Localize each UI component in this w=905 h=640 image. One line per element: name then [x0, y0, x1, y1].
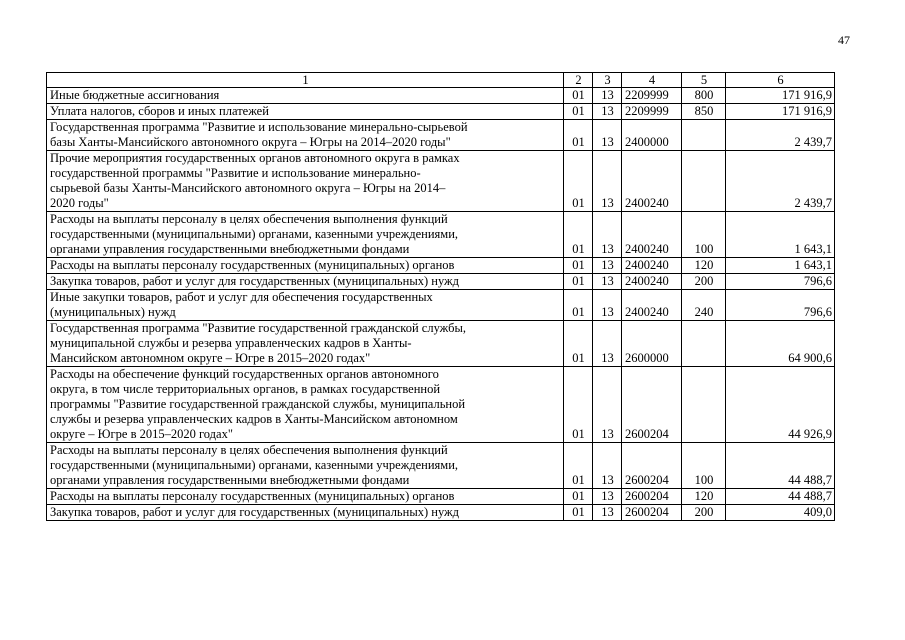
row-target-article-cell: 2400240	[622, 212, 682, 258]
row-subsection-cell: 13	[593, 274, 622, 290]
row-sum-cell: 409,0	[726, 505, 835, 521]
row-section-cell: 01	[564, 212, 593, 258]
row-expense-type-cell: 120	[682, 258, 726, 274]
row-target-article-cell: 2600204	[622, 505, 682, 521]
row-expense-type-cell: 850	[682, 104, 726, 120]
row-subsection-cell: 13	[593, 321, 622, 367]
row-name-cell: Прочие мероприятия государственных органов автономного округа в рамках государственной программы "Развитие и использование минерально- сырьевой базы Ханты-Мансийского автономного округа – Югры на 2014– 2020 годы"	[47, 151, 564, 212]
row-subsection-cell: 13	[593, 367, 622, 443]
row-section-cell: 01	[564, 367, 593, 443]
row-sum-cell: 796,6	[726, 290, 835, 321]
row-expense-type-cell: 200	[682, 505, 726, 521]
row-sum-cell: 2 439,7	[726, 151, 835, 212]
table-row	[47, 290, 835, 321]
table-row	[47, 104, 835, 120]
row-subsection-cell: 13	[593, 505, 622, 521]
row-name-cell: Закупка товаров, работ и услуг для государственных (муниципальных) нужд	[47, 505, 564, 521]
row-section-cell: 01	[564, 321, 593, 367]
table-body	[47, 88, 835, 521]
row-target-article-cell: 2600204	[622, 367, 682, 443]
row-name-cell: Расходы на выплаты персоналу государственных (муниципальных) органов	[47, 489, 564, 505]
row-sum-cell: 1 643,1	[726, 258, 835, 274]
row-target-article-cell: 2400240	[622, 274, 682, 290]
row-sum-cell: 1 643,1	[726, 212, 835, 258]
table-row	[47, 367, 835, 443]
row-expense-type-cell: 240	[682, 290, 726, 321]
table-row	[47, 321, 835, 367]
header-col-2: 2	[564, 73, 593, 88]
table-row	[47, 151, 835, 212]
row-name-cell: Закупка товаров, работ и услуг для государственных (муниципальных) нужд	[47, 274, 564, 290]
row-name-cell: Иные бюджетные ассигнования	[47, 88, 564, 104]
table-row	[47, 505, 835, 521]
row-expense-type-cell	[682, 120, 726, 151]
table-header-row	[47, 73, 835, 88]
row-target-article-cell: 2209999	[622, 88, 682, 104]
row-expense-type-cell: 800	[682, 88, 726, 104]
row-name-cell: Расходы на выплаты персоналу в целях обеспечения выполнения функций государственными (муниципальными) органами, казенными учреждениями, органами управления государственными внебюджетными фондами	[47, 443, 564, 489]
row-subsection-cell: 13	[593, 104, 622, 120]
table-row	[47, 258, 835, 274]
header-col-5: 5	[682, 73, 726, 88]
row-target-article-cell: 2209999	[622, 104, 682, 120]
row-expense-type-cell	[682, 151, 726, 212]
row-section-cell: 01	[564, 151, 593, 212]
row-section-cell: 01	[564, 505, 593, 521]
table-row	[47, 443, 835, 489]
row-section-cell: 01	[564, 258, 593, 274]
row-section-cell: 01	[564, 443, 593, 489]
row-subsection-cell: 13	[593, 212, 622, 258]
row-sum-cell: 44 488,7	[726, 489, 835, 505]
row-section-cell: 01	[564, 489, 593, 505]
row-expense-type-cell: 100	[682, 443, 726, 489]
row-section-cell: 01	[564, 274, 593, 290]
row-name-cell: Государственная программа "Развитие государственной гражданской службы, муниципальной службы и резерва управленческих кадров в Ханты- Мансийском автономном округе – Югре в 2015–2020 годах"	[47, 321, 564, 367]
row-name-cell: Уплата налогов, сборов и иных платежей	[47, 104, 564, 120]
row-name-cell: Расходы на выплаты персоналу государственных (муниципальных) органов	[47, 258, 564, 274]
row-sum-cell: 44 926,9	[726, 367, 835, 443]
row-name-cell: Государственная программа "Развитие и использование минерально-сырьевой базы Ханты-Мансийского автономного округа – Югры на 2014–2020 годы"	[47, 120, 564, 151]
row-target-article-cell: 2600204	[622, 443, 682, 489]
row-sum-cell: 171 916,9	[726, 104, 835, 120]
row-expense-type-cell	[682, 321, 726, 367]
page-number: 47	[838, 33, 850, 47]
row-subsection-cell: 13	[593, 151, 622, 212]
row-target-article-cell: 2400000	[622, 120, 682, 151]
row-expense-type-cell	[682, 367, 726, 443]
row-subsection-cell: 13	[593, 120, 622, 151]
header-col-1: 1	[47, 73, 564, 88]
row-sum-cell: 64 900,6	[726, 321, 835, 367]
row-target-article-cell: 2400240	[622, 151, 682, 212]
row-target-article-cell: 2600000	[622, 321, 682, 367]
row-sum-cell: 796,6	[726, 274, 835, 290]
header-col-6: 6	[726, 73, 835, 88]
row-subsection-cell: 13	[593, 258, 622, 274]
row-sum-cell: 2 439,7	[726, 120, 835, 151]
row-section-cell: 01	[564, 120, 593, 151]
row-subsection-cell: 13	[593, 290, 622, 321]
row-target-article-cell: 2600204	[622, 489, 682, 505]
row-expense-type-cell: 120	[682, 489, 726, 505]
header-col-4: 4	[622, 73, 682, 88]
row-subsection-cell: 13	[593, 489, 622, 505]
table-row	[47, 274, 835, 290]
table-row	[47, 212, 835, 258]
row-section-cell: 01	[564, 104, 593, 120]
row-name-cell: Расходы на выплаты персоналу в целях обеспечения выполнения функций государственными (муниципальными) органами, казенными учреждениями, органами управления государственными внебюджетными фондами	[47, 212, 564, 258]
row-name-cell: Иные закупки товаров, работ и услуг для обеспечения государственных (муниципальных) нужд	[47, 290, 564, 321]
row-sum-cell: 44 488,7	[726, 443, 835, 489]
row-subsection-cell: 13	[593, 88, 622, 104]
row-expense-type-cell: 200	[682, 274, 726, 290]
row-section-cell: 01	[564, 88, 593, 104]
row-section-cell: 01	[564, 290, 593, 321]
table-row	[47, 88, 835, 104]
row-target-article-cell: 2400240	[622, 258, 682, 274]
table-row	[47, 120, 835, 151]
row-subsection-cell: 13	[593, 443, 622, 489]
budget-table	[46, 72, 835, 521]
row-name-cell: Расходы на обеспечение функций государственных органов автономного округа, в том числе территориальных органов, в рамках государственной программы "Развитие государственной гражданской службы, муниципальной службы и резерва управленческих кадров в Ханты-Мансийском автономном округе – Югре в 2015–2020 годах"	[47, 367, 564, 443]
row-sum-cell: 171 916,9	[726, 88, 835, 104]
table-row	[47, 489, 835, 505]
row-target-article-cell: 2400240	[622, 290, 682, 321]
header-col-3: 3	[593, 73, 622, 88]
row-expense-type-cell: 100	[682, 212, 726, 258]
